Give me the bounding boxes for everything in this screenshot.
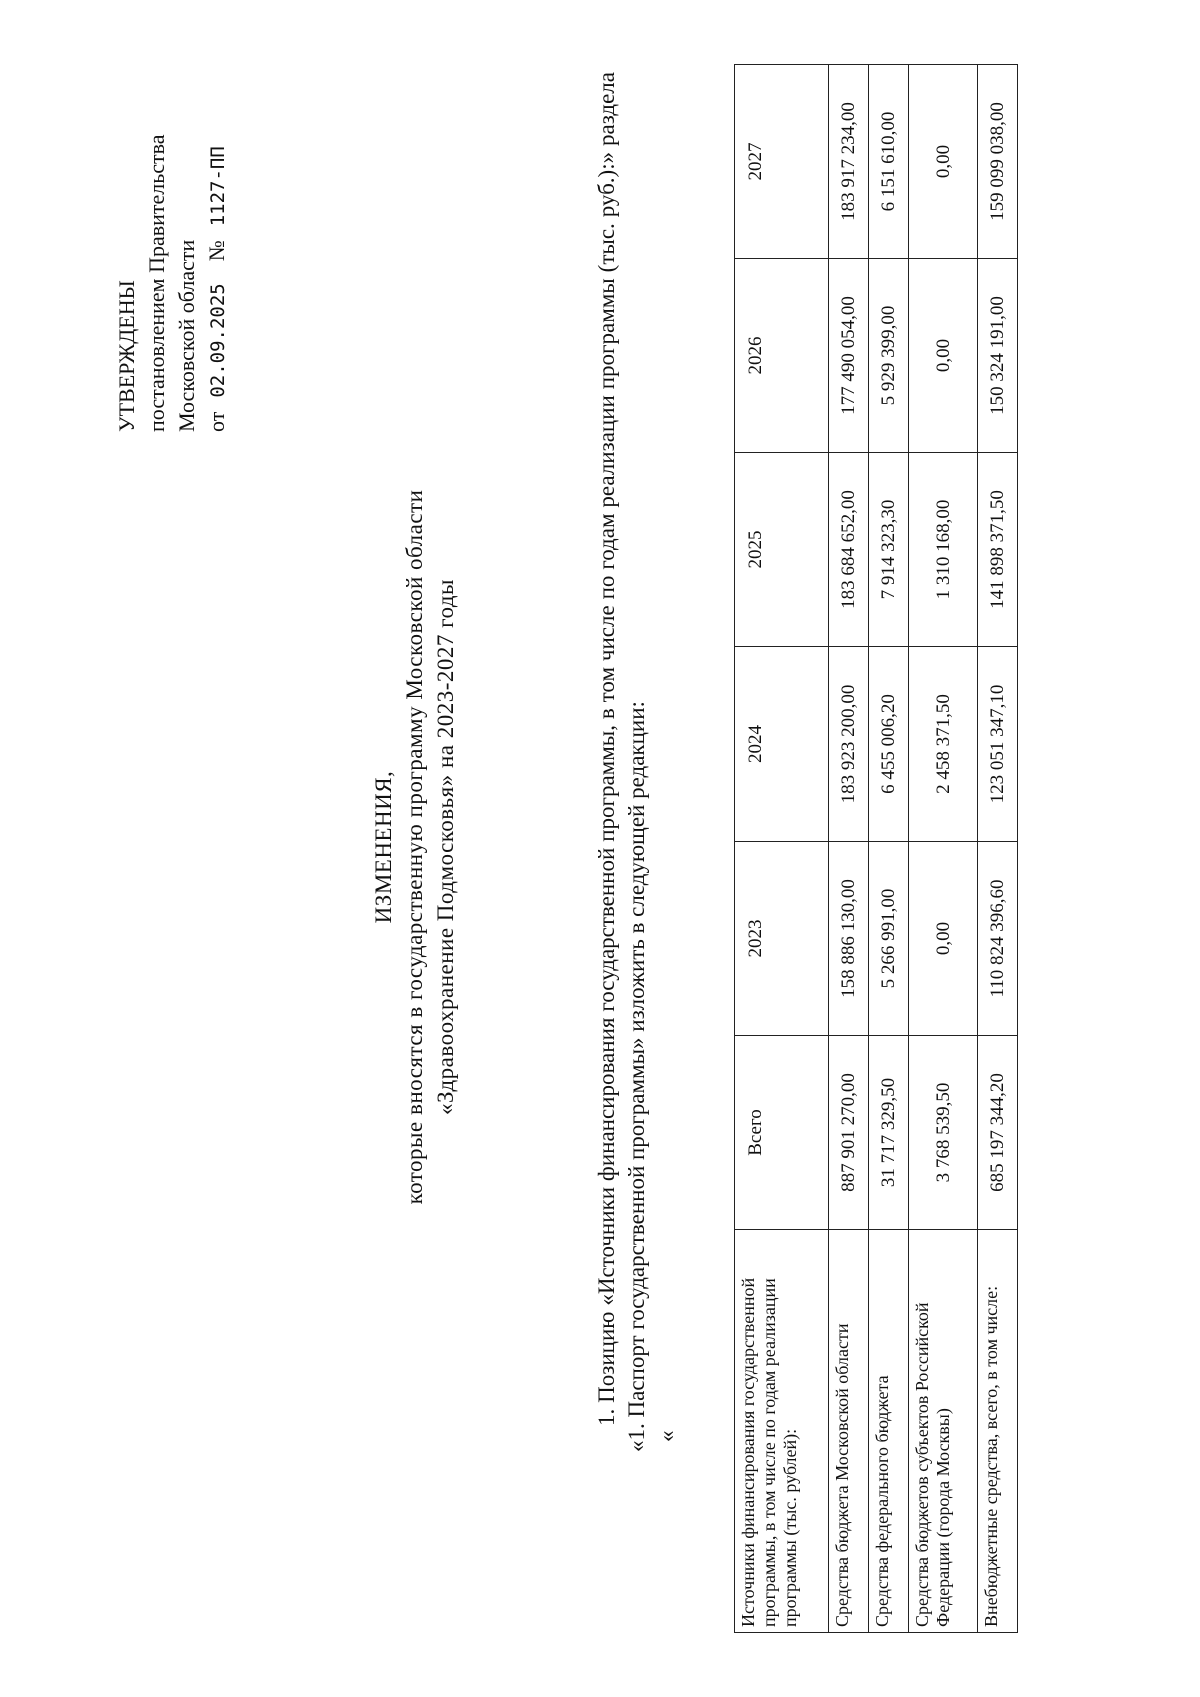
cell-value: 159 099 038,00 [978, 65, 1018, 259]
cell-value: 0,00 [909, 259, 978, 453]
approval-title: УТВЕРЖДЕНЫ [114, 280, 139, 432]
cell-value: 123 051 347,10 [978, 647, 1018, 842]
heading-line-3: «Здравоохранение Подмосковья» на 2023-2027 годы [433, 579, 458, 1115]
number-sign: № [204, 240, 229, 262]
cell-value: 5 929 399,00 [869, 259, 909, 453]
approval-block [112, 52, 233, 432]
financing-table [734, 64, 1018, 1633]
header-total: Всего [735, 1036, 829, 1230]
header-label: Источники финансирования государственной программы, в том числе по годам реализации программы (тыс. рублей): [735, 1230, 829, 1633]
approval-line-3: Московской области [174, 239, 199, 432]
row-label: Средства бюджета Московской области [829, 1230, 869, 1633]
from-label: от [204, 411, 229, 432]
heading-title: ИЗМЕНЕНИЯ, [371, 770, 396, 924]
cell-value: 150 324 191,00 [978, 259, 1018, 453]
paragraph-text: 1. Позицию «Источники финансирования государственной программы, в том числе по годам реализации программы (тыс. руб.):» раздела «1. Паспорт государственной программы» изложить в следующей редакции: [594, 72, 649, 1452]
header-2026: 2026 [735, 259, 829, 453]
header-2025: 2025 [735, 453, 829, 647]
header-2024: 2024 [735, 647, 829, 842]
cell-value: 183 923 200,00 [829, 647, 869, 842]
heading-line-2: которые вносятся в государственную программу Московской области [402, 489, 427, 1205]
cell-value: 183 917 234,00 [829, 65, 869, 259]
cell-value: 158 886 130,00 [829, 842, 869, 1036]
cell-value: 177 490 054,00 [829, 259, 869, 453]
table-header-row [735, 65, 829, 1633]
opening-quote: « [654, 1430, 679, 1442]
cell-value: 0,00 [909, 65, 978, 259]
table-row [909, 65, 978, 1633]
approval-number: 1127-ПП [207, 146, 229, 227]
row-label: Средства федерального бюджета [869, 1230, 909, 1633]
table-row [829, 65, 869, 1633]
cell-value: 6 455 006,20 [869, 647, 909, 842]
amendment-paragraph [592, 72, 682, 1452]
approval-date: 02.09.2025 [207, 283, 229, 398]
cell-value: 141 898 371,50 [978, 453, 1018, 647]
cell-value: 2 458 371,50 [909, 647, 978, 842]
table-row [978, 65, 1018, 1633]
header-2027: 2027 [735, 65, 829, 259]
cell-value: 110 824 396,60 [978, 842, 1018, 1036]
header-2023: 2023 [735, 842, 829, 1036]
row-label: Внебюджетные средства, всего, в том числе: [978, 1230, 1018, 1633]
cell-value: 7 914 323,30 [869, 453, 909, 647]
approval-line-2: постановлением Правительства [144, 134, 169, 432]
cell-value: 887 901 270,00 [829, 1036, 869, 1230]
cell-value: 5 266 991,00 [869, 842, 909, 1036]
cell-value: 685 197 344,20 [978, 1036, 1018, 1230]
document-heading [368, 297, 461, 1397]
cell-value: 1 310 168,00 [909, 453, 978, 647]
cell-value: 0,00 [909, 842, 978, 1036]
table-row [869, 65, 909, 1633]
row-label: Средства бюджетов субъектов Российской Федерации (города Москвы) [909, 1230, 978, 1633]
cell-value: 6 151 610,00 [869, 65, 909, 259]
approval-date-line [202, 52, 233, 432]
cell-value: 183 684 652,00 [829, 453, 869, 647]
cell-value: 3 768 539,50 [909, 1036, 978, 1230]
cell-value: 31 717 329,50 [869, 1036, 909, 1230]
